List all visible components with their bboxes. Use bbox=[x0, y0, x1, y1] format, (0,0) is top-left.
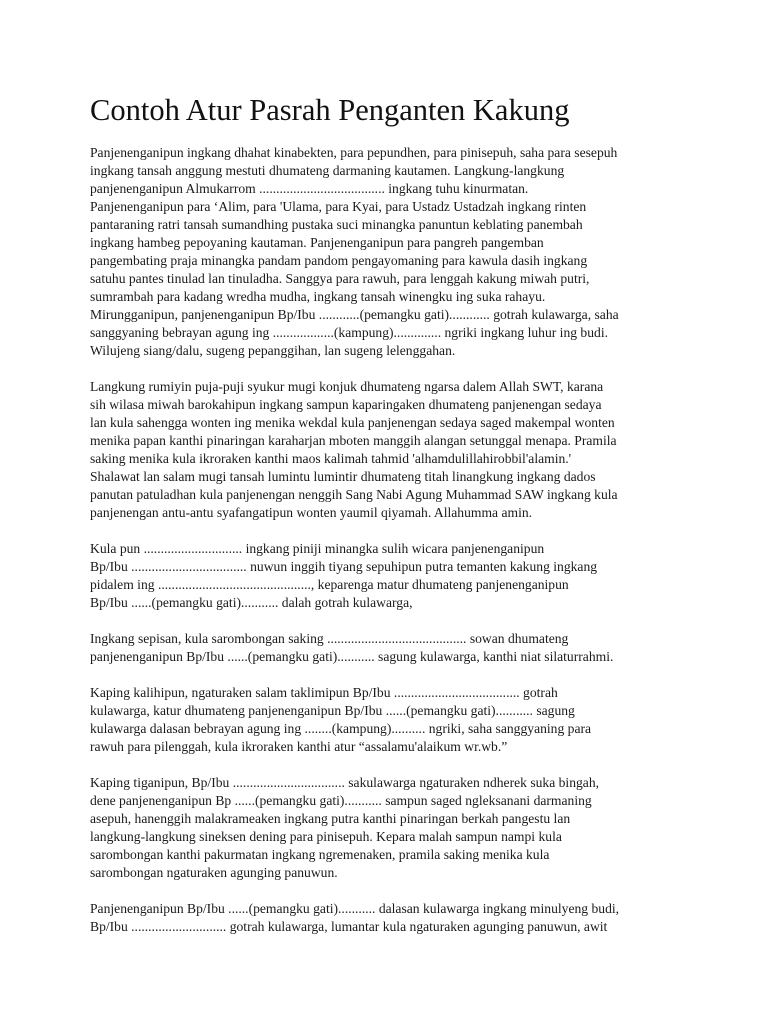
text-line: dene panjenenganipun Bp ......(pemangku gati)........... sampun saged ngleksanani darmaning bbox=[90, 793, 592, 808]
text-line: panjenenganipun Almukarrom ..................................... ingkang tuhu kinurmatan. bbox=[90, 181, 529, 196]
text-line: Wilujeng siang/dalu, sugeng pepanggihan, lan sugeng lelenggahan. bbox=[90, 343, 456, 358]
text-line: rawuh para pilenggah, kula ikroraken kanthi atur “assalamu'alaikum wr.wb.” bbox=[90, 739, 508, 754]
text-line: Mirungganipun, panjenenganipun Bp/Ibu ............(pemangku gati)............ gotrah kulawarga, saha bbox=[90, 307, 619, 322]
paragraph-opening-greeting bbox=[90, 144, 690, 360]
paragraph-introduction bbox=[90, 540, 690, 612]
text-line: lan kula sahengga wonten ing menika wekdal kula panjenengan sedaya saged makempal wonten bbox=[90, 415, 615, 430]
text-line: sanggyaning bebrayan agung ing ..................(kampung).............. ngriki ingkang luhur ing budi. bbox=[90, 325, 608, 340]
text-line: asepuh, hanenggih malakrameaken ingkang putra kanthi pinaringan berkah pangestu lan bbox=[90, 811, 571, 826]
paragraph-praise bbox=[90, 378, 690, 522]
paragraph-first-point bbox=[90, 630, 690, 666]
text-line: Ingkang sepisan, kula sarombongan saking ......................................... sowan dhumateng bbox=[90, 631, 569, 646]
text-line: pantaraning ratri tansah sumandhing pustaka suci minangka panuntun keblating panembah bbox=[90, 217, 583, 232]
text-line: Langkung rumiyin puja-puji syukur mugi konjuk dhumateng ngarsa dalem Allah SWT, karana bbox=[90, 379, 604, 394]
text-line: ingkang hambeg pepoyaning kautaman. Panjenenganipun para pangreh pangemban bbox=[90, 235, 544, 250]
text-line: kulawarga, katur dhumateng panjenenganipun Bp/Ibu ......(pemangku gati)........... sagung bbox=[90, 703, 575, 718]
text-line: pangembating praja minangka pandam pandom pengayomaning para kawula dasih ingkang bbox=[90, 253, 588, 268]
text-line: langkung-langkung sineksen dening para pinisepuh. Kepara malah sampun nampi kula bbox=[90, 829, 562, 844]
text-line: Panjenenganipun Bp/Ibu ......(pemangku gati)........... dalasan kulawarga ingkang minulyeng budi, bbox=[90, 901, 620, 916]
text-line: panjenenganipun Bp/Ibu ......(pemangku gati)........... sagung kulawarga, kanthi niat silaturrahmi. bbox=[90, 649, 614, 664]
text-line: Bp/Ibu .................................. nuwun inggih tiyang sepuhipun putra temanten kakung ingkang bbox=[90, 559, 598, 574]
paragraph-closing bbox=[90, 900, 690, 936]
text-line: panutan patuladhan kula panjenengan nenggih Sang Nabi Agung Muhammad SAW ingkang kula bbox=[90, 487, 618, 502]
text-line: pidalem ing ............................................., keparenga matur dhumateng panjenenganipun bbox=[90, 577, 569, 592]
text-line: Panjenenganipun para ‘Alim, para 'Ulama, para Kyai, para Ustadz Ustadzah ingkang rinten bbox=[90, 199, 587, 214]
text-line: ingkang tansah anggung mestuti dhumateng darmaning kautamen. Langkung-langkung bbox=[90, 163, 565, 178]
text-line: Kula pun ............................. ingkang piniji minangka sulih wicara panjenenganipun bbox=[90, 541, 545, 556]
text-line: Shalawat lan salam mugi tansah lumintu lumintir dhumateng titah linangkung ingkang dados bbox=[90, 469, 596, 484]
text-line: kulawarga dalasan bebrayan agung ing ........(kampung).......... ngriki, saha sanggyaning para bbox=[90, 721, 592, 736]
text-line: Bp/Ibu ......(pemangku gati)........... dalah gotrah kulawarga, bbox=[90, 595, 413, 610]
text-line: Kaping kalihipun, ngaturaken salam taklimipun Bp/Ibu ..................................... gotrah bbox=[90, 685, 558, 700]
text-line: Panjenenganipun ingkang dhahat kinabekten, para pepundhen, para pinisepuh, saha para sesepuh bbox=[90, 145, 618, 160]
document-page bbox=[90, 90, 690, 954]
document-title: Contoh Atur Pasrah Penganten Kakung bbox=[90, 93, 570, 127]
text-line: menika papan kanthi pinaringan karaharjan mboten manggih alangan setunggal menapa. Pramila bbox=[90, 433, 617, 448]
paragraph-second-point bbox=[90, 684, 690, 756]
text-line: panjenengan antu-antu syafangatipun wonten yaumil qiyamah. Allahumma amin. bbox=[90, 505, 533, 520]
text-line: sumrambah para kadang wredha mudha, ingkang tansah winengku ing suka rahayu. bbox=[90, 289, 546, 304]
text-line: sih wilasa miwah barokahipun ingkang sampun kaparingaken dhumateng panjenengan sedaya bbox=[90, 397, 602, 412]
paragraph-third-point bbox=[90, 774, 690, 882]
text-line: sarombongan ngaturaken agunging panuwun. bbox=[90, 865, 338, 880]
text-line: satuhu pantes tinulad lan tinuladha. Sanggya para rawuh, para lenggah kakung miwah putri, bbox=[90, 271, 590, 286]
text-line: Kaping tiganipun, Bp/Ibu ................................. sakulawarga ngaturaken ndherek suka bingah, bbox=[90, 775, 600, 790]
text-line: Bp/Ibu ............................ gotrah kulawarga, lumantar kula ngaturaken agunging panuwun, awit bbox=[90, 919, 608, 934]
text-line: sarombongan kanthi pakurmatan ingkang ngremenaken, pramila saking menika kula bbox=[90, 847, 550, 862]
text-line: saking menika kula ikroraken kanthi maos kalimah tahmid 'alhamdulillahirobbil'alamin.' bbox=[90, 451, 572, 466]
